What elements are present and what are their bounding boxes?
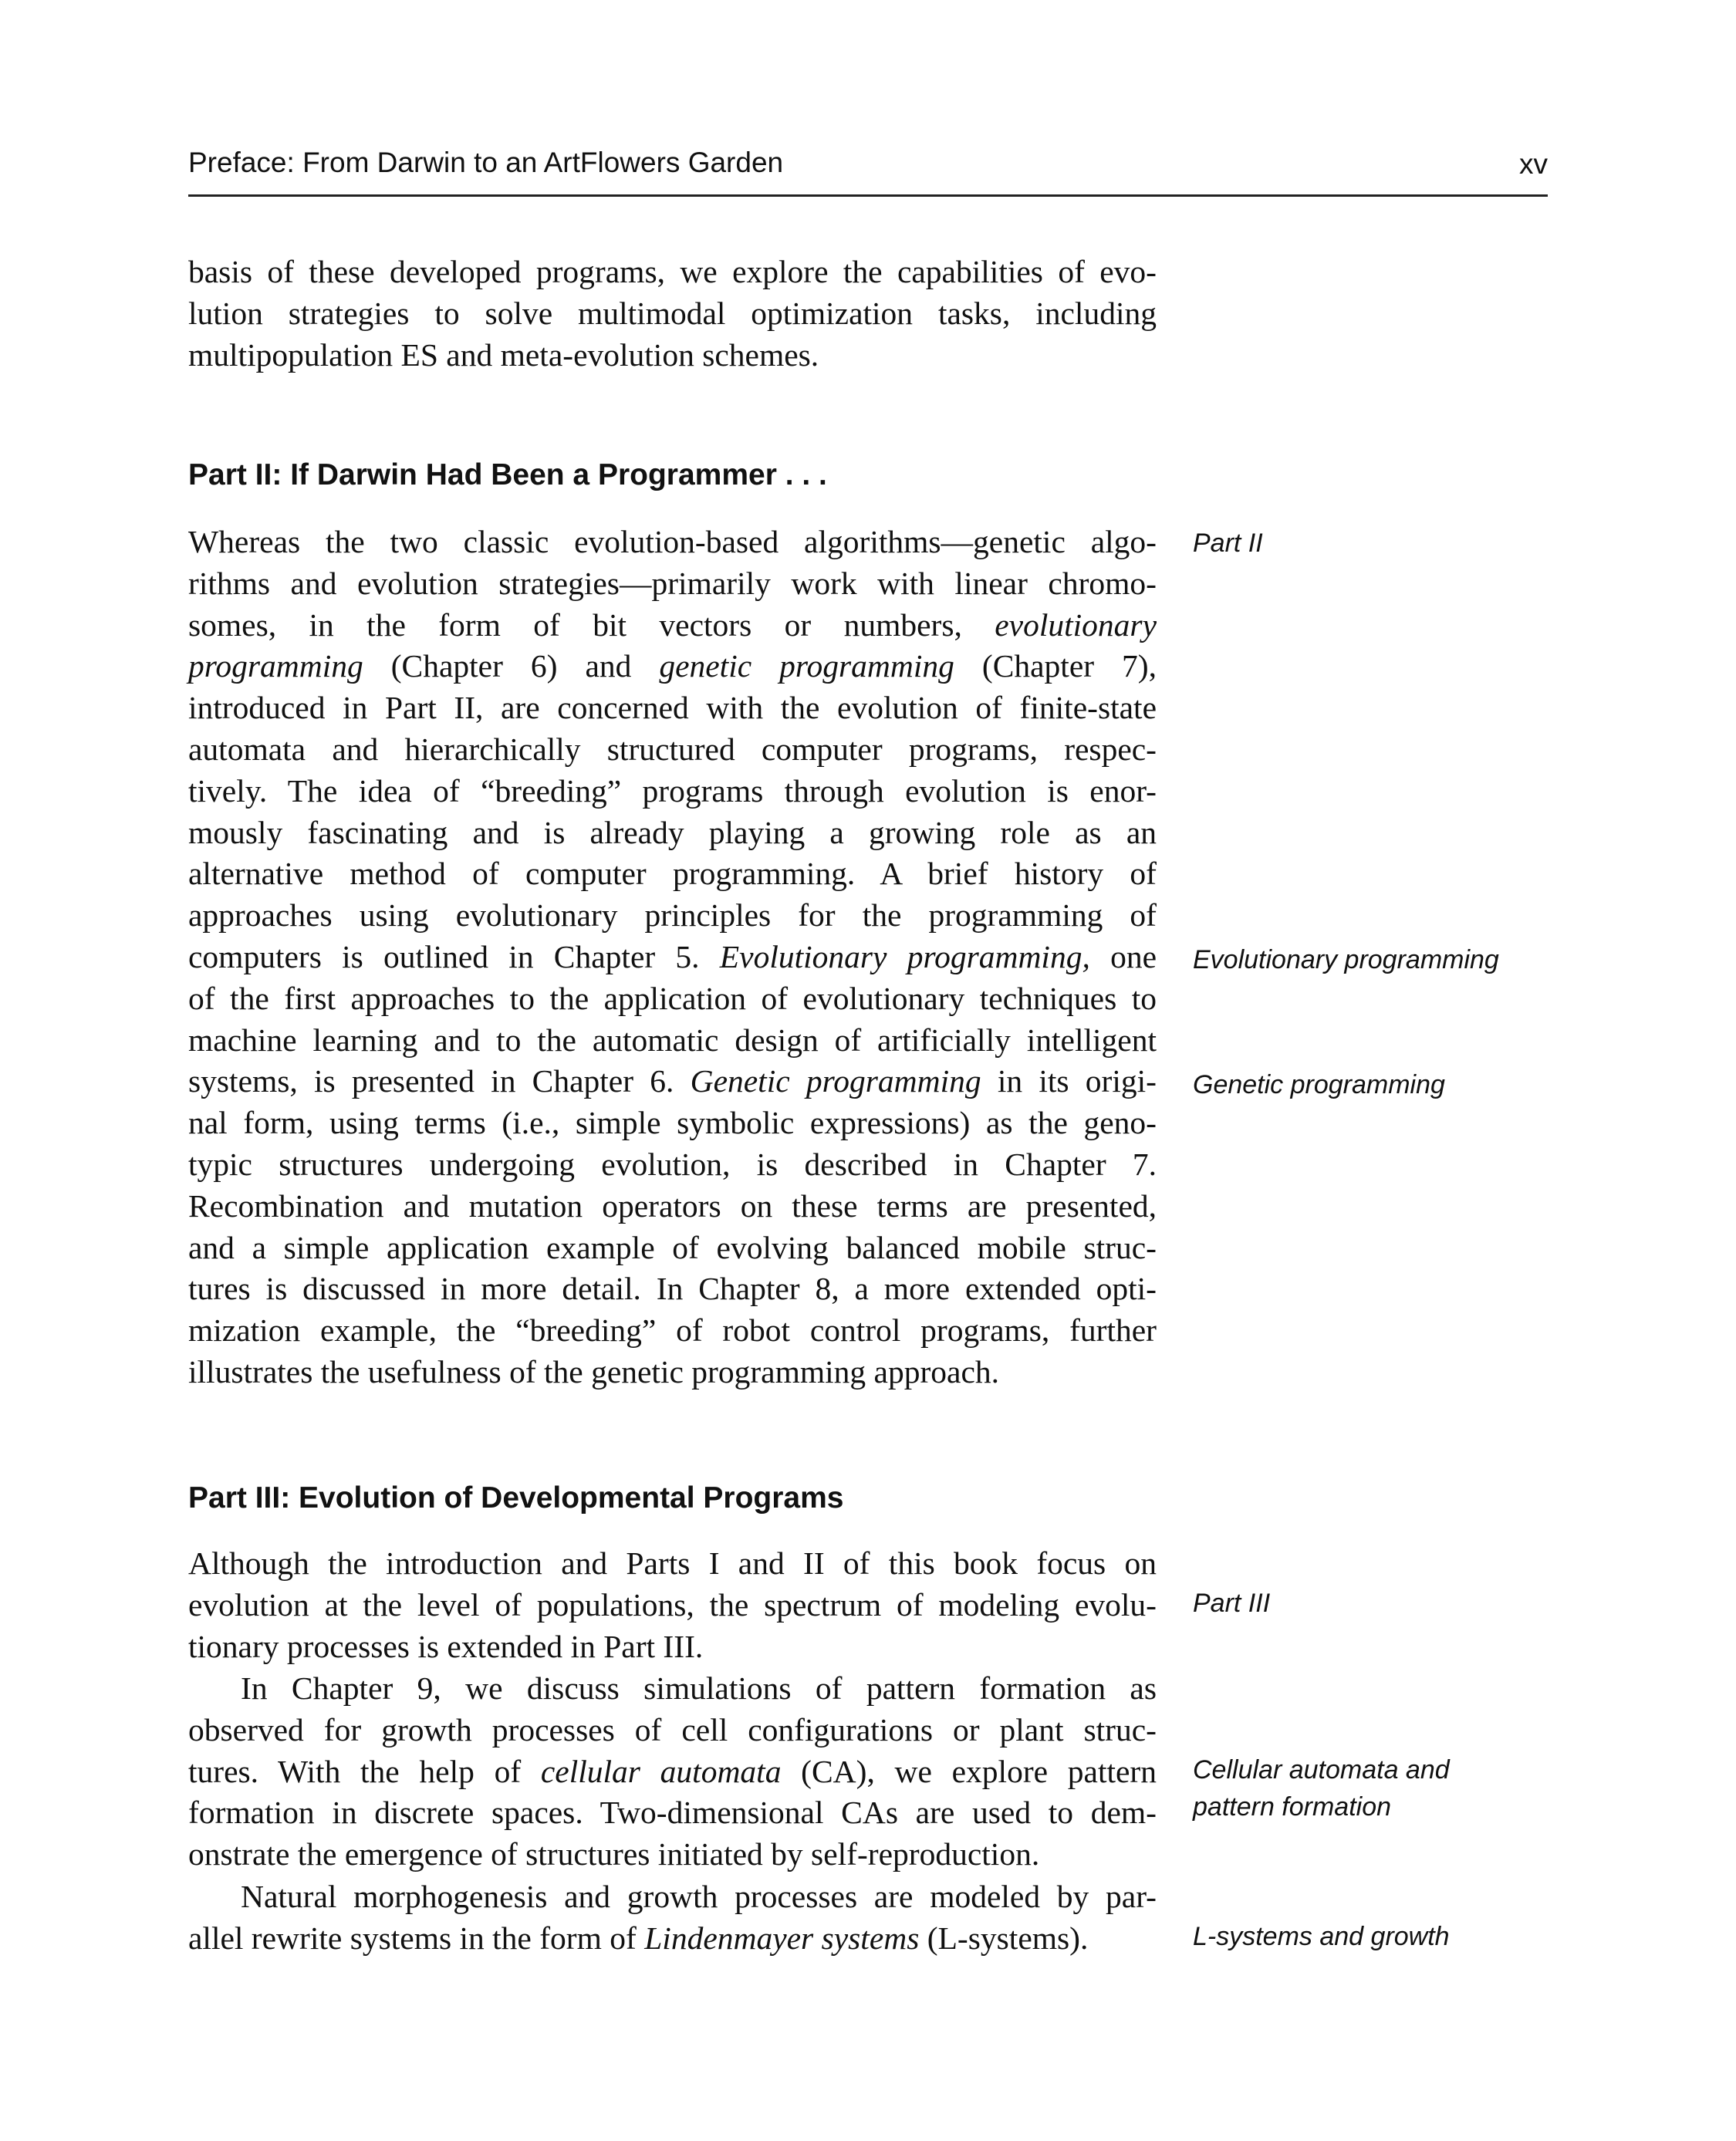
text-line: lution strategies to solve multimodal optimization tasks, including	[188, 295, 1157, 331]
text-line: basis of these developed programs, we explore the capabilities of evo-	[188, 254, 1157, 289]
section-heading-part3: Part III: Evolution of Developmental Programs	[188, 1481, 844, 1515]
text-line: multipopulation ES and meta-evolution schemes.	[188, 336, 819, 373]
margin-note-genetic-programming: Genetic programming	[1193, 1070, 1445, 1099]
text-line: In Chapter 9, we discuss simulations of pattern formation as	[241, 1670, 1157, 1706]
text-line: programming (Chapter 6) and genetic programming (Chapter 7),	[188, 648, 1157, 684]
text-line: machine learning and to the automatic design of artificially intelligent	[188, 1022, 1157, 1058]
text-line: automata and hierarchically structured computer programs, respec-	[188, 731, 1157, 767]
text-line: mously fascinating and is already playing a growing role as an	[188, 814, 1157, 850]
text-line: tionary processes is extended in Part III.	[188, 1628, 704, 1664]
text-line: evolution at the level of populations, the spectrum of modeling evolu-	[188, 1586, 1157, 1623]
text-line: approaches using evolutionary principles for the programming of	[188, 897, 1157, 934]
text-line: introduced in Part II, are concerned with the evolution of finite-state	[188, 690, 1157, 726]
part3-paragraph-1	[188, 1543, 1157, 1667]
text-line: tively. The idea of “breeding” programs through evolution is enor-	[188, 772, 1157, 809]
text-line: Although the introduction and Parts I and II of this book focus on	[188, 1545, 1157, 1581]
text-line: Natural morphogenesis and growth processes are modeled by par-	[241, 1879, 1157, 1914]
text-line: Whereas the two classic evolution-based algorithms—genetic algo-	[188, 524, 1157, 559]
running-title: Preface: From Darwin to an ArtFlowers Garden	[188, 147, 784, 178]
text-line: observed for growth processes of cell configurations or plant struc-	[188, 1711, 1157, 1748]
margin-note-l-systems: L-systems and growth	[1193, 1922, 1450, 1951]
page-header	[188, 147, 1548, 197]
page-number: xv	[1519, 148, 1548, 180]
text-line: mization example, the “breeding” of robot control programs, further	[188, 1312, 1157, 1349]
text-line: systems, is presented in Chapter 6. Genetic programming in its origi-	[188, 1063, 1157, 1099]
term-genetic-programming: Genetic programming	[690, 1063, 981, 1099]
term-programming: programming	[188, 648, 363, 684]
term-evolutionary-programming: Evolutionary programming,	[719, 938, 1090, 974]
text-line: rithms and evolution strategies—primarily work with linear chromo-	[188, 565, 1157, 601]
part3-paragraph-3	[188, 1876, 1157, 1960]
margin-note-cellular-automata: Cellular automata and pattern formation	[1193, 1755, 1450, 1822]
term-genetic-programming: genetic programming	[659, 648, 954, 684]
text-line: allel rewrite systems in the form of Lindenmayer systems (L-systems).	[188, 1920, 1089, 1956]
text-line: somes, in the form of bit vectors or numbers, evolutionary	[188, 606, 1157, 643]
part2-paragraph	[188, 522, 1157, 1393]
intro-paragraph	[188, 252, 1157, 376]
term-lindenmayer-systems: Lindenmayer systems	[644, 1920, 920, 1956]
margin-note-part2: Part II	[1193, 528, 1263, 558]
margin-note-part3: Part III	[1193, 1589, 1271, 1618]
text-line: Recombination and mutation operators on these terms are presented,	[188, 1187, 1157, 1224]
text-line: formation in discrete spaces. Two-dimensional CAs are used to dem-	[188, 1795, 1157, 1831]
text-line: tures. With the help of cellular automata (CA), we explore pattern	[188, 1753, 1157, 1789]
text-line: alternative method of computer programming. A brief history of	[188, 856, 1157, 892]
term-evolutionary: evolutionary	[995, 606, 1157, 643]
text-line: of the first approaches to the application of evolutionary techniques to	[188, 980, 1157, 1016]
text-line: and a simple application example of evolving balanced mobile struc-	[188, 1229, 1157, 1265]
part3-paragraph-2	[188, 1668, 1157, 1876]
section-heading-part2: Part II: If Darwin Had Been a Programmer . . .	[188, 458, 827, 491]
text-line: typic structures undergoing evolution, is described in Chapter 7.	[188, 1146, 1157, 1182]
text-line: tures is discussed in more detail. In Chapter 8, a more extended opti-	[188, 1271, 1157, 1307]
text-line: computers is outlined in Chapter 5. Evolutionary programming, one	[188, 938, 1157, 974]
text-line: onstrate the emergence of structures initiated by self-reproduction.	[188, 1836, 1040, 1873]
text-line: illustrates the usefulness of the genetic programming approach.	[188, 1353, 1000, 1390]
text-line: nal form, using terms (i.e., simple symbolic expressions) as the geno-	[188, 1105, 1157, 1141]
term-cellular-automata: cellular automata	[540, 1753, 782, 1789]
margin-note-evolutionary-programming: Evolutionary programming	[1193, 945, 1499, 974]
